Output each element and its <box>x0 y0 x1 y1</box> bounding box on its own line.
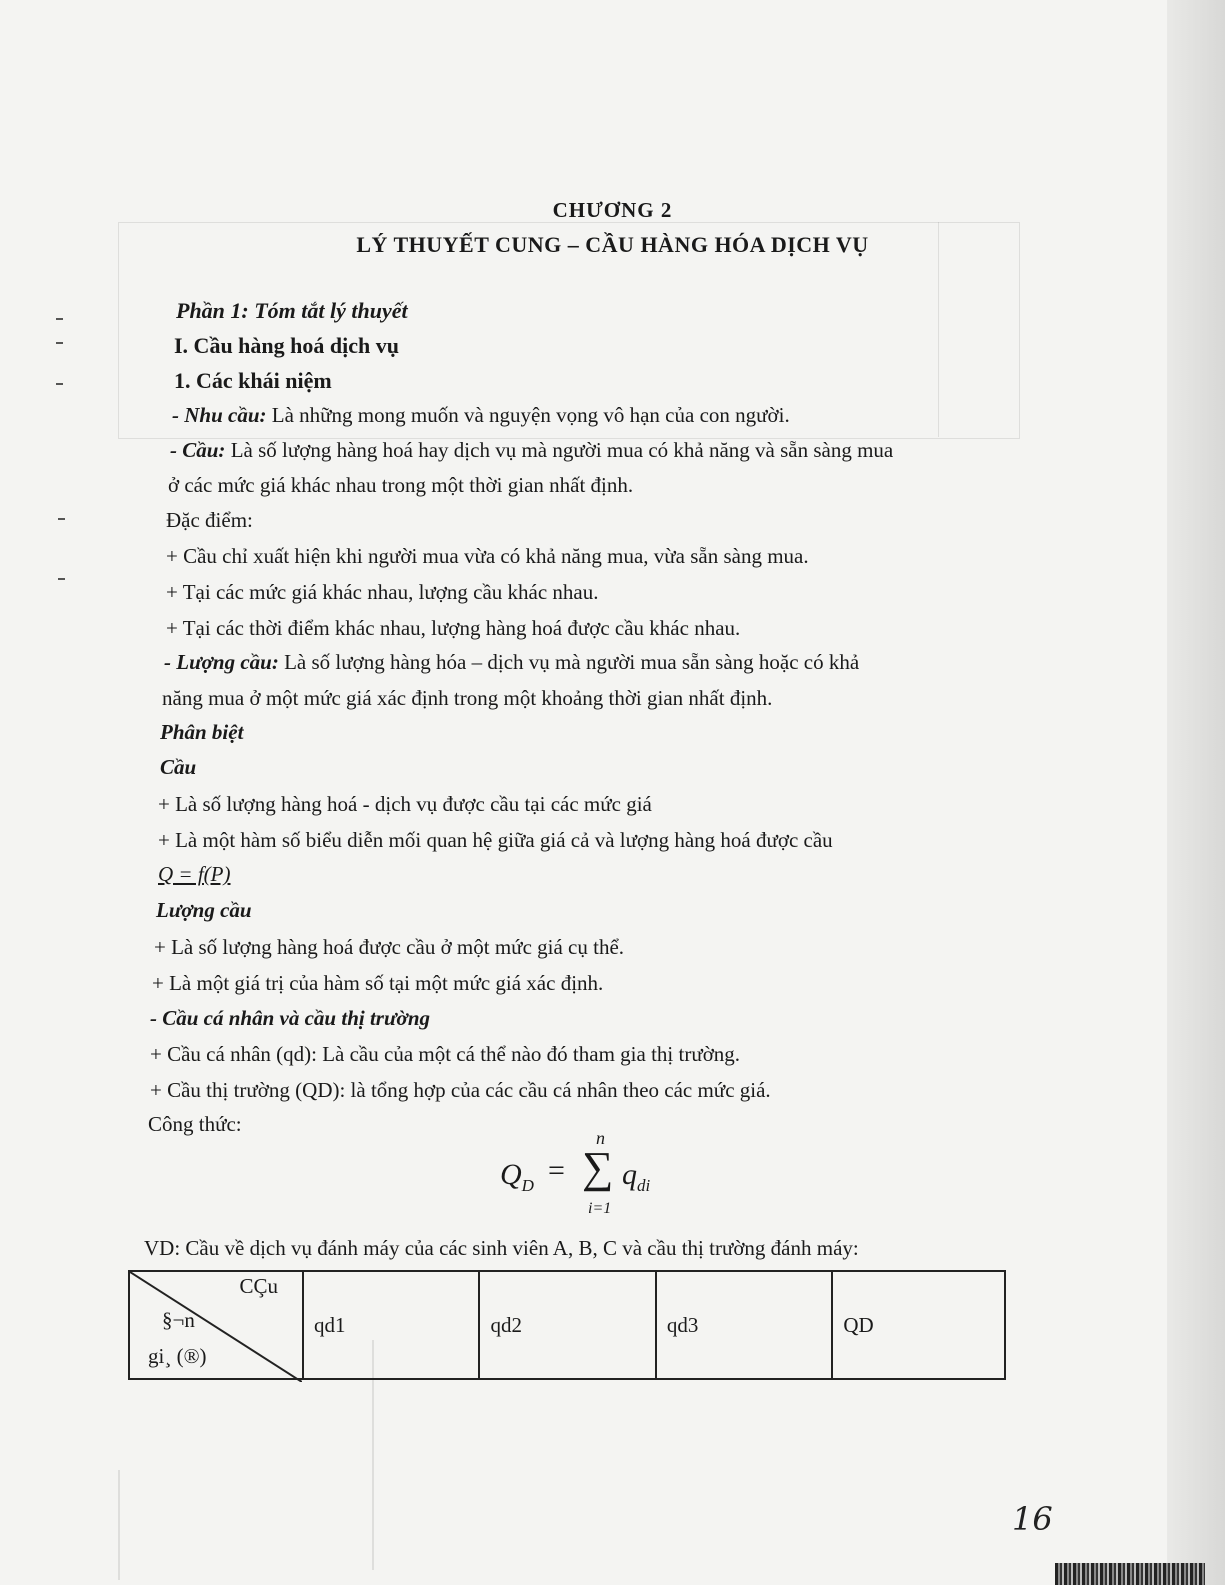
margin-mark <box>56 383 63 385</box>
formula-label: Công thức: <box>148 1112 242 1136</box>
dac-diem-label: Đặc điểm: <box>166 508 253 532</box>
margin-mark <box>56 342 63 344</box>
ca-nhan-heading: - Cầu cá nhân và cầu thị trường <box>150 1006 430 1030</box>
table-row <box>129 1271 1005 1379</box>
list-item: + Là số lượng hàng hoá được cầu ở một mức giá cụ thể. <box>154 935 625 959</box>
table-header-cell: qd2 <box>479 1271 655 1379</box>
corner-label-top: CÇu <box>239 1274 278 1298</box>
list-item: + Là số lượng hàng hoá - dịch vụ được cầu tại các mức giá <box>158 792 652 816</box>
definition-text: Là số lượng hàng hóa – dịch vụ mà người mua sẵn sàng hoặc có khả <box>278 650 860 674</box>
sum-upper-limit: n <box>596 1128 605 1148</box>
formula-equals: = <box>548 1154 565 1187</box>
subsection-heading: 1. Các khái niệm <box>174 368 332 393</box>
list-item: + Cầu chỉ xuất hiện khi người mua vừa có khả năng mua, vừa sẵn sàng mua. <box>166 544 809 568</box>
table-corner-cell <box>129 1271 303 1379</box>
term-nhu-cau: - Nhu cầu: <box>172 403 267 427</box>
cau-heading: Cầu <box>160 755 197 779</box>
demand-function: Q = f(P) <box>158 862 231 886</box>
example-table <box>128 1270 1006 1380</box>
definition-luong-cau-cont: năng mua ở một mức giá xác định trong một khoảng thời gian nhất định. <box>162 686 773 710</box>
section-heading: I. Cầu hàng hoá dịch vụ <box>174 333 399 358</box>
formula-lhs <box>500 1158 534 1196</box>
table-header-cell: QD <box>832 1271 1005 1379</box>
margin-mark <box>58 578 65 580</box>
formula-symbol: Q <box>500 1158 522 1191</box>
scan-artifact <box>1055 1563 1205 1585</box>
sum-lower-limit: i=1 <box>588 1200 612 1217</box>
term-cau: - Cầu: <box>170 438 226 462</box>
page-number: 16 <box>1012 1500 1053 1538</box>
example-text: VD: Cầu về dịch vụ đánh máy của các sinh viên A, B, C và cầu thị trường đánh máy: <box>144 1236 859 1260</box>
formula-subscript: D <box>521 1176 534 1195</box>
formula-rhs <box>622 1158 650 1196</box>
margin-mark <box>58 518 65 520</box>
sum-icon: ∑ <box>582 1143 614 1192</box>
corner-label-mid: §¬n <box>162 1308 195 1332</box>
table-header-cell: qd3 <box>656 1271 832 1379</box>
list-item: + Cầu cá nhân (qd): Là cầu của một cá thể nào đó tham gia thị trường. <box>150 1042 741 1066</box>
definition-luong-cau <box>164 650 859 675</box>
term-luong-cau: - Lượng cầu: <box>164 650 279 674</box>
definition-nhu-cau <box>172 403 790 428</box>
definition-text: Là những mong muốn và nguyện vọng vô hạn của con người. <box>266 403 790 427</box>
corner-label-bottom: gi¸ (®) <box>148 1344 207 1368</box>
list-item: + Tại các mức giá khác nhau, lượng cầu khác nhau. <box>166 580 599 604</box>
definition-cau <box>170 438 893 463</box>
list-item: + Cầu thị trường (QD): là tổng hợp của các cầu cá nhân theo các mức giá. <box>150 1078 771 1102</box>
formula-subscript: di <box>637 1176 651 1195</box>
luong-cau-heading: Lượng cầu <box>156 898 252 922</box>
formula-symbol: q <box>622 1158 637 1191</box>
chapter-label: CHƯƠNG 2 <box>552 198 673 222</box>
chapter-title: LÝ THUYẾT CUNG – CẦU HÀNG HÓA DỊCH VỤ <box>356 232 869 257</box>
definition-cau-cont: ở các mức giá khác nhau trong một thời gian nhất định. <box>168 473 634 497</box>
definition-text: Là số lượng hàng hoá hay dịch vụ mà người mua có khả năng và sẵn sàng mua <box>225 438 894 462</box>
margin-mark <box>56 318 63 320</box>
table-header-cell: qd1 <box>303 1271 479 1379</box>
list-item: + Là một hàm số biểu diễn mối quan hệ giữa giá cả và lượng hàng hoá được cầu <box>158 828 833 852</box>
bleed-through-line <box>118 1470 120 1580</box>
list-item: + Là một giá trị của hàm số tại một mức giá xác định. <box>152 971 604 995</box>
part-heading: Phần 1: Tóm tắt lý thuyết <box>176 298 408 323</box>
phan-biet-heading: Phân biệt <box>160 720 244 744</box>
list-item: + Tại các thời điểm khác nhau, lượng hàng hoá được cầu khác nhau. <box>166 616 741 640</box>
